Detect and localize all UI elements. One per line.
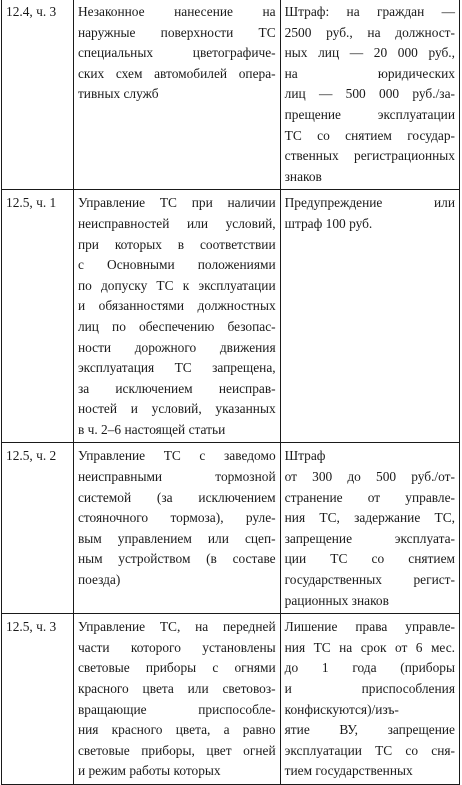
penalty-line: ния ТС, задержание ТС, xyxy=(284,510,455,526)
penalty-line: Штраф xyxy=(284,448,326,464)
penalty-line: запрещение эксплуата- xyxy=(284,530,455,546)
offense-line: и режим работы которых xyxy=(77,763,221,779)
penalty-line: штраф 100 руб. xyxy=(284,215,373,231)
table-row xyxy=(2,614,460,785)
offense-line: вым управлением или сцеп- xyxy=(77,530,276,546)
penalty-line: Штраф: на граждан — xyxy=(284,4,455,19)
penalty-line: Предупреждение или xyxy=(284,195,455,211)
offense-line: части которого установлены xyxy=(77,639,276,655)
offense-line: системой (за исключением xyxy=(77,489,276,505)
penalty-line: ных лиц — 20 000 руб., xyxy=(284,45,455,61)
offense-penalty-table xyxy=(1,0,460,785)
offense-line: лиц по обеспечению безопас- xyxy=(77,318,276,334)
offense-line: красного цвета или световоз- xyxy=(77,681,276,696)
penalty-line: ственных регистрационных xyxy=(284,148,455,164)
penalty-line: ятие ВУ, запрещение xyxy=(284,722,455,738)
penalty-line: знаков xyxy=(284,168,322,184)
offense-line: поезда) xyxy=(77,572,121,588)
penalty-line: странение от управле- xyxy=(284,489,455,505)
offense-line: за исключением неисправ- xyxy=(77,380,276,396)
article-cell: 12.5, ч. 2 xyxy=(2,443,74,614)
offense-line: в ч. 2–6 настоящей статьи xyxy=(77,421,226,437)
offense-line: ностей и условий, указанных xyxy=(77,401,276,417)
offense-line: ным устройством (в составе xyxy=(77,551,276,567)
penalty-cell xyxy=(280,190,459,443)
penalty-line: ния ТС на срок от 6 мес. xyxy=(284,639,455,655)
penalty-line: конфискуются)/изъ- xyxy=(284,701,399,717)
table-body xyxy=(2,0,460,784)
offense-line: по допуску ТС к эксплуатации xyxy=(77,277,276,293)
offense-line: эксплуатация ТС запрещена, xyxy=(77,360,276,376)
offense-line: специальных цветографиче- xyxy=(77,45,276,61)
penalty-cell xyxy=(280,0,459,190)
penalty-line: прещение эксплуатации xyxy=(284,106,455,122)
table-row xyxy=(2,0,460,190)
offense-line: Управление ТС с заведомо xyxy=(77,448,276,464)
offense-line: вращающие приспособле- xyxy=(77,701,276,717)
offense-line: световые приборы с огнями xyxy=(77,660,276,676)
offense-line: с Основными положениями xyxy=(77,257,276,273)
penalty-line: ТС со снятием государ- xyxy=(284,127,455,143)
offense-line: тивных служб xyxy=(77,86,159,102)
penalty-line: эксплуатации ТС со сня- xyxy=(284,742,455,758)
offense-line: и обязанностями должностных xyxy=(77,298,276,314)
penalty-line: 2500 руб., на должност- xyxy=(284,24,455,40)
article-cell: 12.5, ч. 3 xyxy=(2,614,74,785)
table-row xyxy=(2,443,460,614)
penalty-line: лиц — 500 000 руб./за- xyxy=(284,86,455,102)
article-cell: 12.5, ч. 1 xyxy=(2,190,74,443)
offense-line: при которых в соответствии xyxy=(77,236,276,252)
offense-line: ния красного цвета, а равно xyxy=(77,722,276,738)
penalty-line: на юридических xyxy=(284,65,455,81)
offense-line: Незаконное нанесение на xyxy=(77,4,276,19)
offense-line: стояночного тормоза), руле- xyxy=(77,510,276,526)
offense-line: ских схем автомобилей опера- xyxy=(77,65,276,81)
offense-cell xyxy=(73,443,280,614)
offense-line: неисправными тормозной xyxy=(77,469,276,485)
table-row xyxy=(2,190,460,443)
penalty-cell xyxy=(280,614,459,785)
penalty-line: до 1 года (приборы xyxy=(284,660,455,676)
article-cell: 12.4, ч. 3 xyxy=(2,0,74,190)
offense-cell xyxy=(73,0,280,190)
penalty-line: и приспособления xyxy=(284,681,455,696)
offense-cell xyxy=(73,614,280,785)
offense-cell xyxy=(73,190,280,443)
penalty-cell xyxy=(280,443,459,614)
offense-line: световые приборы, цвет огней xyxy=(77,742,276,758)
offense-line: наружные поверхности ТС xyxy=(77,24,276,40)
penalty-line: от 300 до 500 руб./от- xyxy=(284,469,455,485)
penalty-line: Лишение права управле- xyxy=(284,619,455,635)
penalty-line: ции ТС со снятием xyxy=(284,551,455,567)
offense-line: ности дорожного движения xyxy=(77,339,276,355)
penalty-line: тием государственных xyxy=(284,763,413,779)
penalty-line: рационных знаков xyxy=(284,592,389,608)
penalty-line: государственных регист- xyxy=(284,572,455,588)
offense-line: неисправностей или условий, xyxy=(77,215,276,231)
offense-line: Управление ТС, на передней xyxy=(77,619,276,635)
offense-line: Управление ТС при наличии xyxy=(77,195,276,211)
